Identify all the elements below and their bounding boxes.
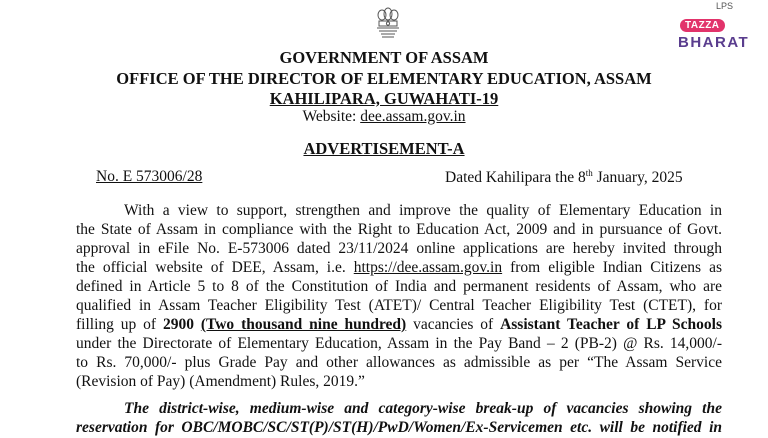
body-line-2: the State of Assam in compliance with the Right to Education Act, 2009 and in pursuance of Govt. [76, 221, 722, 238]
header-website [0, 108, 768, 126]
dated-prefix: Dated Kahilipara the 8 [445, 169, 586, 187]
header-office: OFFICE OF THE DIRECTOR OF ELEMENTARY EDUCATION, ASSAM [116, 69, 652, 88]
body-line-5: defined in Article 5 to 8 of the Constitution of India and permanent residents of Assam, who are [76, 278, 722, 295]
vacancy-count-words: (Two thousand nine hundred) [200, 316, 407, 333]
header-address: KAHILIPARA, GUWAHATI-19 [269, 89, 499, 108]
body-line-8: under the Directorate of Elementary Education, Assam in the Pay Band – 2 (PB-2) @ Rs. 14,000/- [76, 335, 722, 352]
post-name: Assistant Teacher of LP Schools [500, 316, 722, 333]
body-line-4 [76, 258, 722, 278]
reference-number: No. E 573006/28 [96, 168, 203, 185]
brand-bottom-text: BHARAT [678, 34, 750, 51]
body-line-12: reservation for OBC/MOBC/SC/ST(P)/ST(H)/PwD/Women/Ex-Servicemen etc. will be notified in [76, 419, 722, 436]
body-line-6: qualified in Assam Teacher Eligibility Test (ATET)/ Central Teacher Eligibility Test (CTET), for [76, 297, 722, 314]
body-line-7b: vacancies of [406, 316, 501, 333]
body-line-1: With a view to support, strengthen and improve the quality of Elementary Education in [124, 202, 722, 219]
body-line-4a: the official website of DEE, Assam, i.e. [76, 259, 354, 276]
corner-label: LPS [716, 1, 734, 11]
body-line-4b: from eligible Indian Citizens as [502, 259, 722, 276]
body-line-11: The district-wise, medium-wise and category-wise break-up of vacancies showing the [124, 400, 722, 417]
body-line-7 [76, 315, 722, 335]
body-line-7a: filling up of [76, 316, 163, 333]
header-government: GOVERNMENT OF ASSAM [279, 48, 489, 67]
website-link[interactable]: dee.assam.gov.in [360, 108, 466, 125]
body-line-3: approval in eFile No. E-573006 dated 23/11/2024 online applications are hereby invited through [76, 240, 722, 257]
state-emblem-icon [373, 6, 403, 46]
body-line-10: (Revision of Pay) (Amendment) Rules, 2019.” [76, 373, 365, 390]
brand-top-text: TAZZA [680, 19, 725, 32]
page-title: ADVERTISEMENT-A [303, 139, 465, 158]
dated-suffix: January, 2025 [592, 169, 683, 187]
website-label: Website: [302, 108, 361, 125]
body-line-9: to Rs. 70,000/- plus Grade Pay and other allowances as admissible as per “The Assam Service [76, 354, 722, 371]
dated-line [445, 168, 683, 187]
dated-sup: th [585, 168, 593, 178]
dee-website-link[interactable]: https://dee.assam.gov.in [353, 259, 503, 276]
vacancy-count: 2900 [162, 316, 194, 333]
